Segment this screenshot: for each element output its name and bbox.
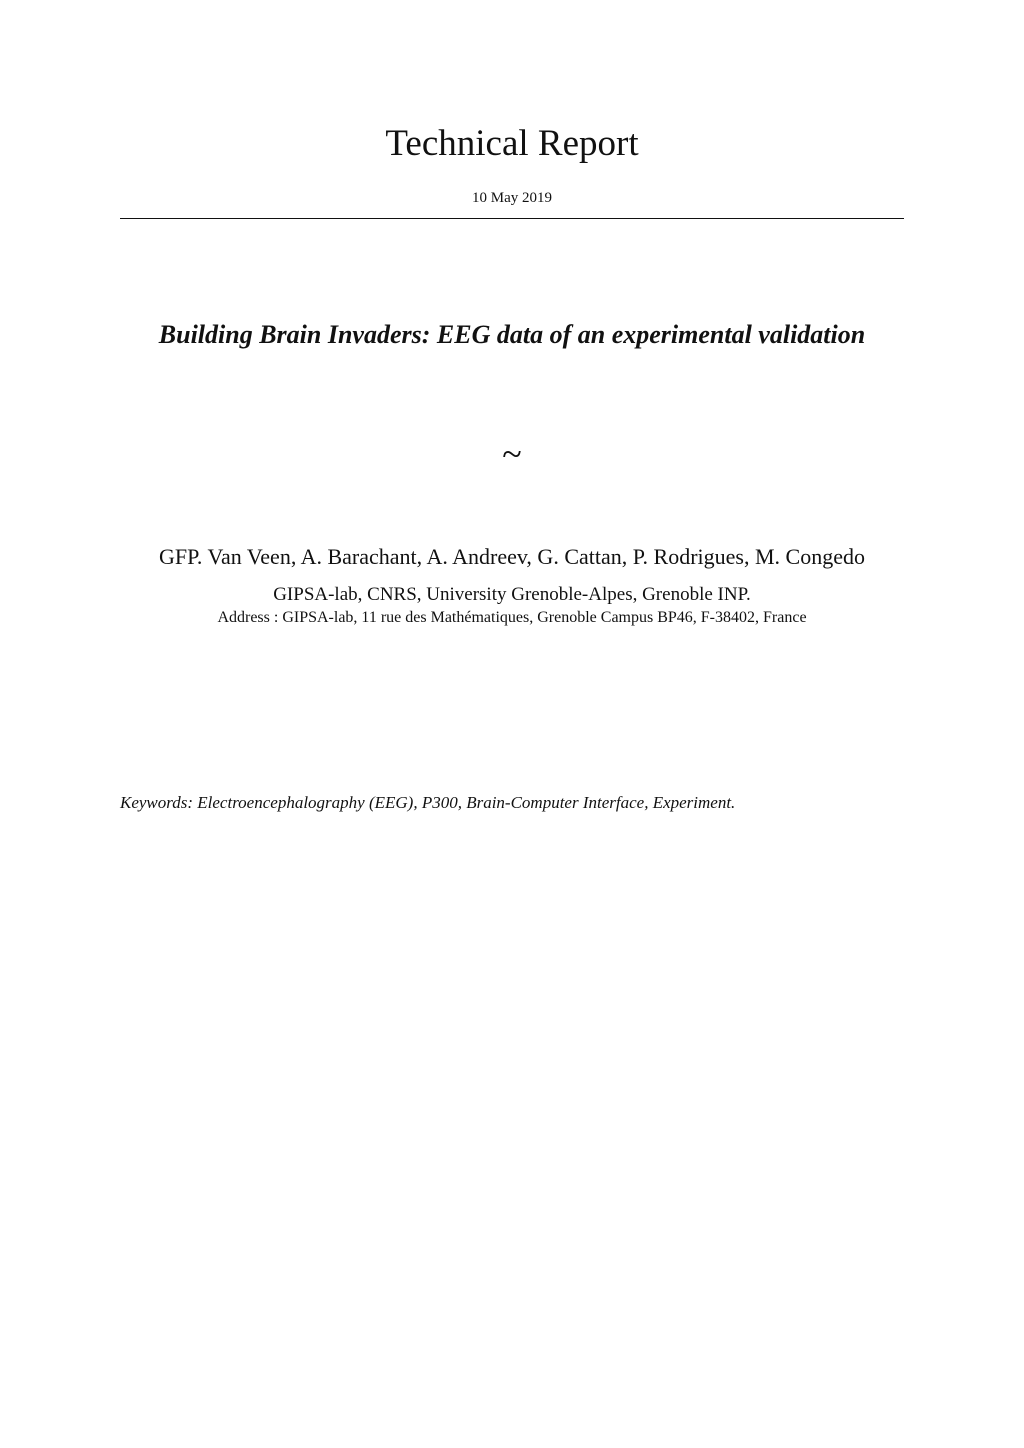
postal-address: Address : GIPSA-lab, 11 rue des Mathématiques, Grenoble Campus BP46, F-38402, France [217, 609, 807, 626]
report-title: Technical Report [385, 123, 639, 164]
tilde-separator: ~ [502, 434, 522, 474]
keywords: Keywords: Electroencephalography (EEG), P300, Brain-Computer Interface, Experiment. [120, 793, 736, 812]
author-list: GFP. Van Veen, A. Barachant, A. Andreev, G. Cattan, P. Rodrigues, M. Congedo [159, 544, 865, 569]
title-divider [120, 218, 904, 219]
paper-title: Building Brain Invaders: EEG data of an experimental validation [158, 320, 866, 349]
affiliation: GIPSA-lab, CNRS, University Grenoble-Alpes, Grenoble INP. [273, 584, 751, 605]
report-date: 10 May 2019 [472, 190, 552, 206]
